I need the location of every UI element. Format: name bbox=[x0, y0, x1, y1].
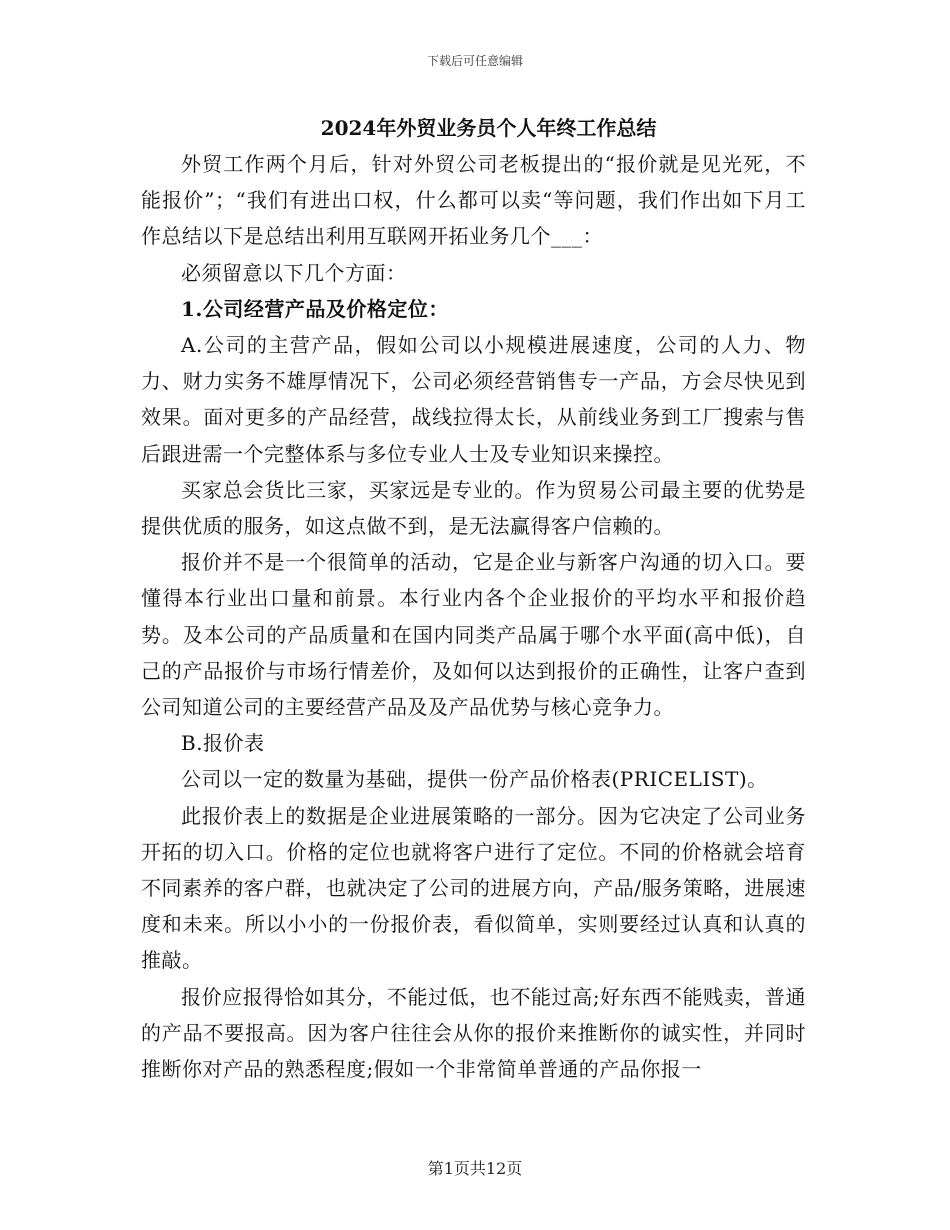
paragraph-price-level: 报价应报得恰如其分，不能过低，也不能过高;好东西不能贱卖，普通的产品不要报高。因为客户往往会从你的报价来推断你的诚实性，并同时推断你对产品的熟悉程度;假如一个非常简单普通的产品你报一 bbox=[141, 984, 806, 1082]
paragraph-price-list: 公司以一定的数量为基础，提供一份产品价格表(PRICELIST)。 bbox=[181, 767, 768, 792]
page-number: 第1页共12页 bbox=[427, 1159, 523, 1178]
subheading-price-list: B.报价表 bbox=[181, 731, 265, 756]
document-title: 2024年外贸业务员个人年终工作总结 bbox=[320, 116, 657, 140]
paragraph-quotation: 报价并不是一个很简单的活动，它是企业与新客户沟通的切入口。要懂得本行业出口量和前景。本行业内各个企业报价的平均水平和报价趋势。及本公司的产品质量和在国内同类产品属于哪个水平面(高中低)，自己的产品报价与市场行情差价，及如何以达到报价的正确性，让客户查到公司知道公司的主要经营产品及及产品优势与核心竞争力。 bbox=[141, 550, 806, 720]
paragraph-main-products: A.公司的主营产品，假如公司以小规模进展速度，公司的人力、物力、财力实务不雄厚情况下，公司必须经营销售专一产品，方会尽快见到效果。面对更多的产品经营，战线拉得太长，从前线业务到工厂搜索与售后跟进需一个完整体系与多位专业人士及专业知识来操控。 bbox=[141, 333, 806, 466]
paragraph-notice: 必须留意以下几个方面： bbox=[181, 260, 407, 285]
paragraph-buyers: 买家总会货比三家，买家远是专业的。作为贸易公司最主要的优势是提供优质的服务，如这点做不到，是无法赢得客户信赖的。 bbox=[141, 477, 806, 539]
page-header-note: 下载后可任意编辑 bbox=[426, 54, 523, 68]
section-heading-1: 1.公司经营产品及价格定位： bbox=[181, 296, 449, 321]
paragraph-price-strategy: 此报价表上的数据是企业进展策略的一部分。因为它决定了公司业务开拓的切入口。价格的定位也就将客户进行了定位。不同的价格就会培育不同素养的客户群，也就决定了公司的进展方向，产品/服务策略，进展速度和未来。所以小小的一份报价表，看似简单，实则要经过认真和认真的推敲。 bbox=[141, 803, 806, 973]
paragraph-intro: 外贸工作两个月后，针对外贸公司老板提出的“报价就是见光死，不能报价”；“我们有进出口权，什么都可以卖“等问题，我们作出如下月工作总结以下是总结出利用互联网开拓业务几个___： bbox=[141, 152, 806, 249]
document-body bbox=[141, 110, 806, 1087]
